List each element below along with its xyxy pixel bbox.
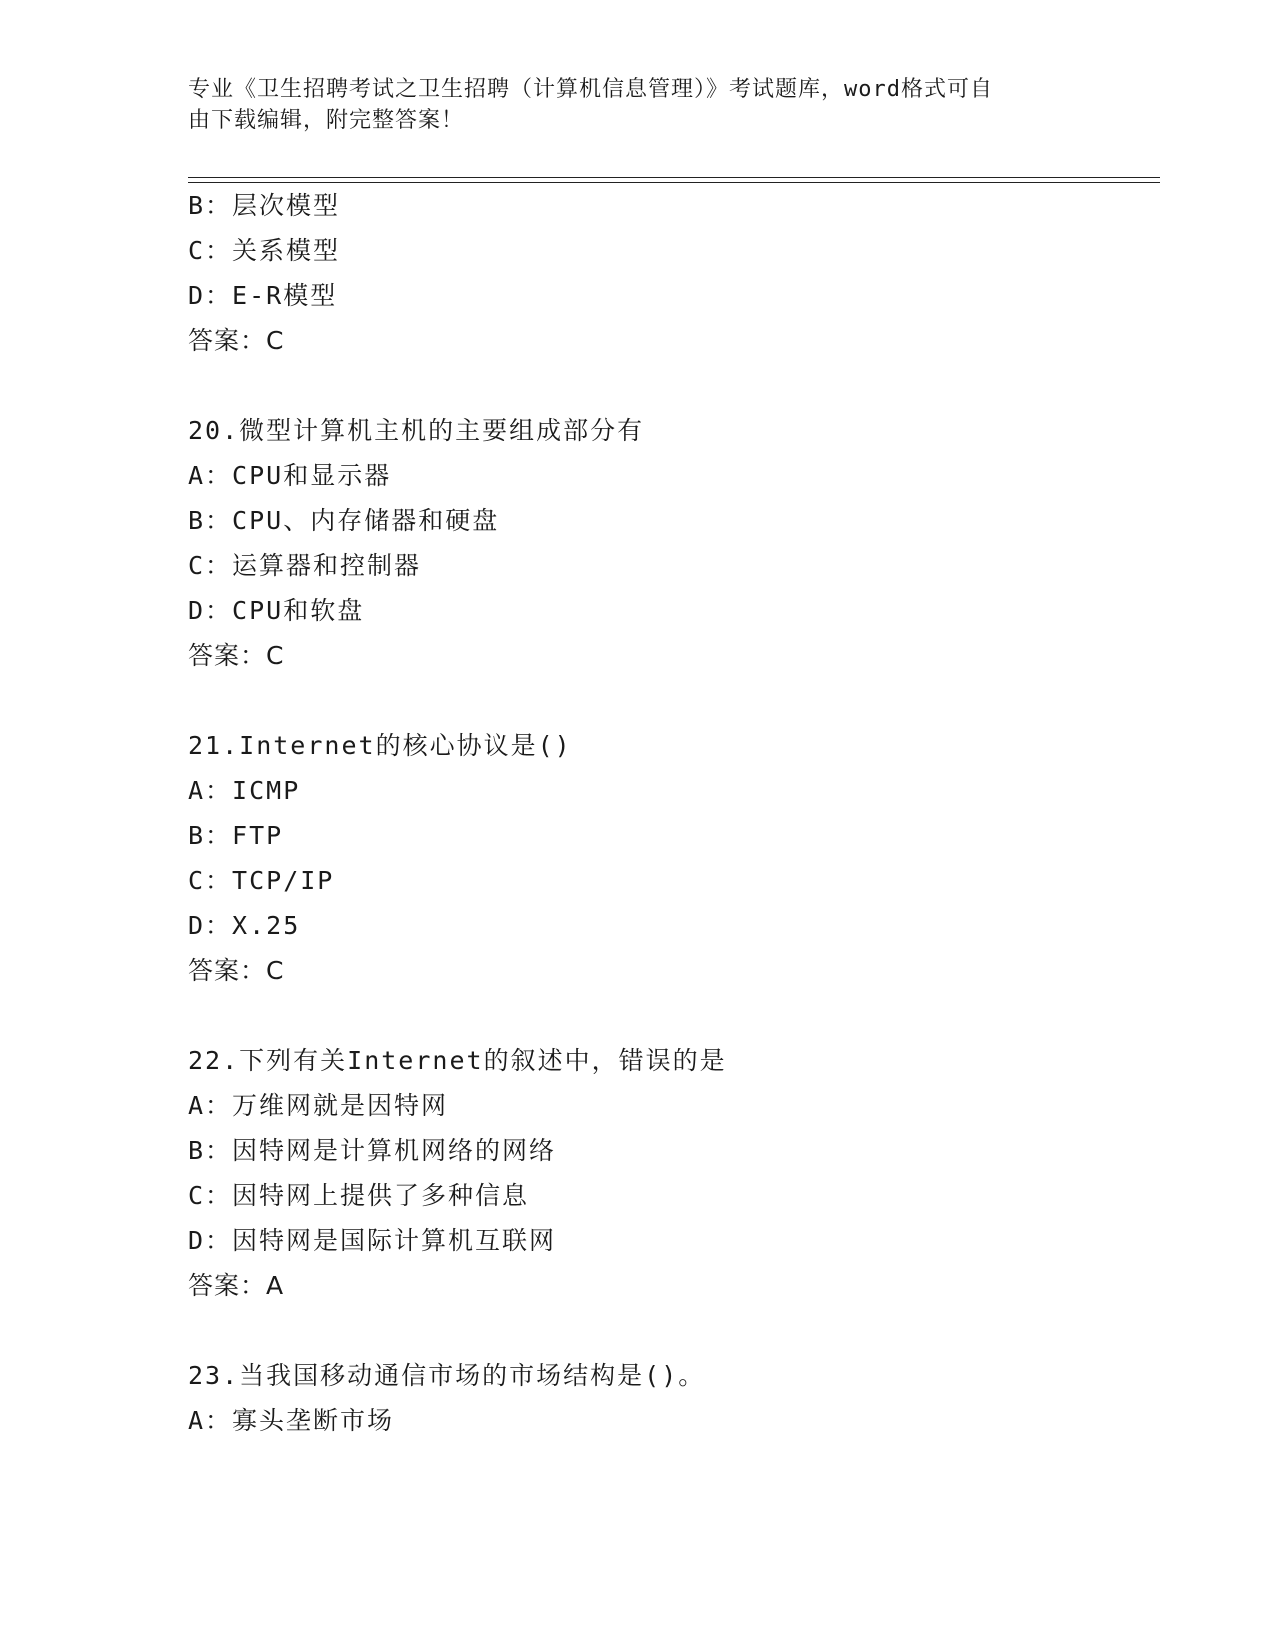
q20-answer: 答案：C bbox=[188, 641, 285, 670]
q20-option-d: D：CPU和软盘 bbox=[188, 596, 365, 625]
q21-answer: 答案：C bbox=[188, 956, 285, 985]
q20-option-a: A：CPU和显示器 bbox=[188, 461, 392, 490]
document-header bbox=[188, 74, 1068, 136]
q21-option-a: A：ICMP bbox=[188, 776, 301, 805]
q23-option-a: A：寡头垄断市场 bbox=[188, 1406, 395, 1435]
q22-option-a: A：万维网就是因特网 bbox=[188, 1091, 449, 1120]
q22-option-b: B：因特网是计算机网络的网络 bbox=[188, 1136, 557, 1165]
q19-option-c: C：关系模型 bbox=[188, 236, 341, 265]
q19-option-d: D：E-R模型 bbox=[188, 281, 338, 310]
header-line-1: 专业《卫生招聘考试之卫生招聘（计算机信息管理）》考试题库，word格式可自 bbox=[188, 77, 993, 102]
q22-answer: 答案：A bbox=[188, 1271, 285, 1300]
q20-option-b: B：CPU、内存储器和硬盘 bbox=[188, 506, 500, 535]
q21-question: 21.Internet的核心协议是() bbox=[188, 731, 572, 760]
q20-option-c: C：运算器和控制器 bbox=[188, 551, 422, 580]
q21-option-d: D：X.25 bbox=[188, 911, 301, 940]
q21-option-c: C：TCP/IP bbox=[188, 866, 335, 895]
header-divider bbox=[188, 177, 1160, 183]
q22-option-d: D：因特网是国际计算机互联网 bbox=[188, 1226, 557, 1255]
q23-question: 23.当我国移动通信市场的市场结构是()。 bbox=[188, 1361, 706, 1390]
header-line-2: 由下载编辑，附完整答案！ bbox=[188, 108, 465, 133]
q22-option-c: C：因特网上提供了多种信息 bbox=[188, 1181, 530, 1210]
q19-option-b: B：层次模型 bbox=[188, 191, 341, 220]
q20-question: 20.微型计算机主机的主要组成部分有 bbox=[188, 416, 645, 445]
q21-option-b: B：FTP bbox=[188, 821, 284, 850]
q19-answer: 答案：C bbox=[188, 326, 285, 355]
q22-question: 22.下列有关Internet的叙述中，错误的是 bbox=[188, 1046, 727, 1075]
